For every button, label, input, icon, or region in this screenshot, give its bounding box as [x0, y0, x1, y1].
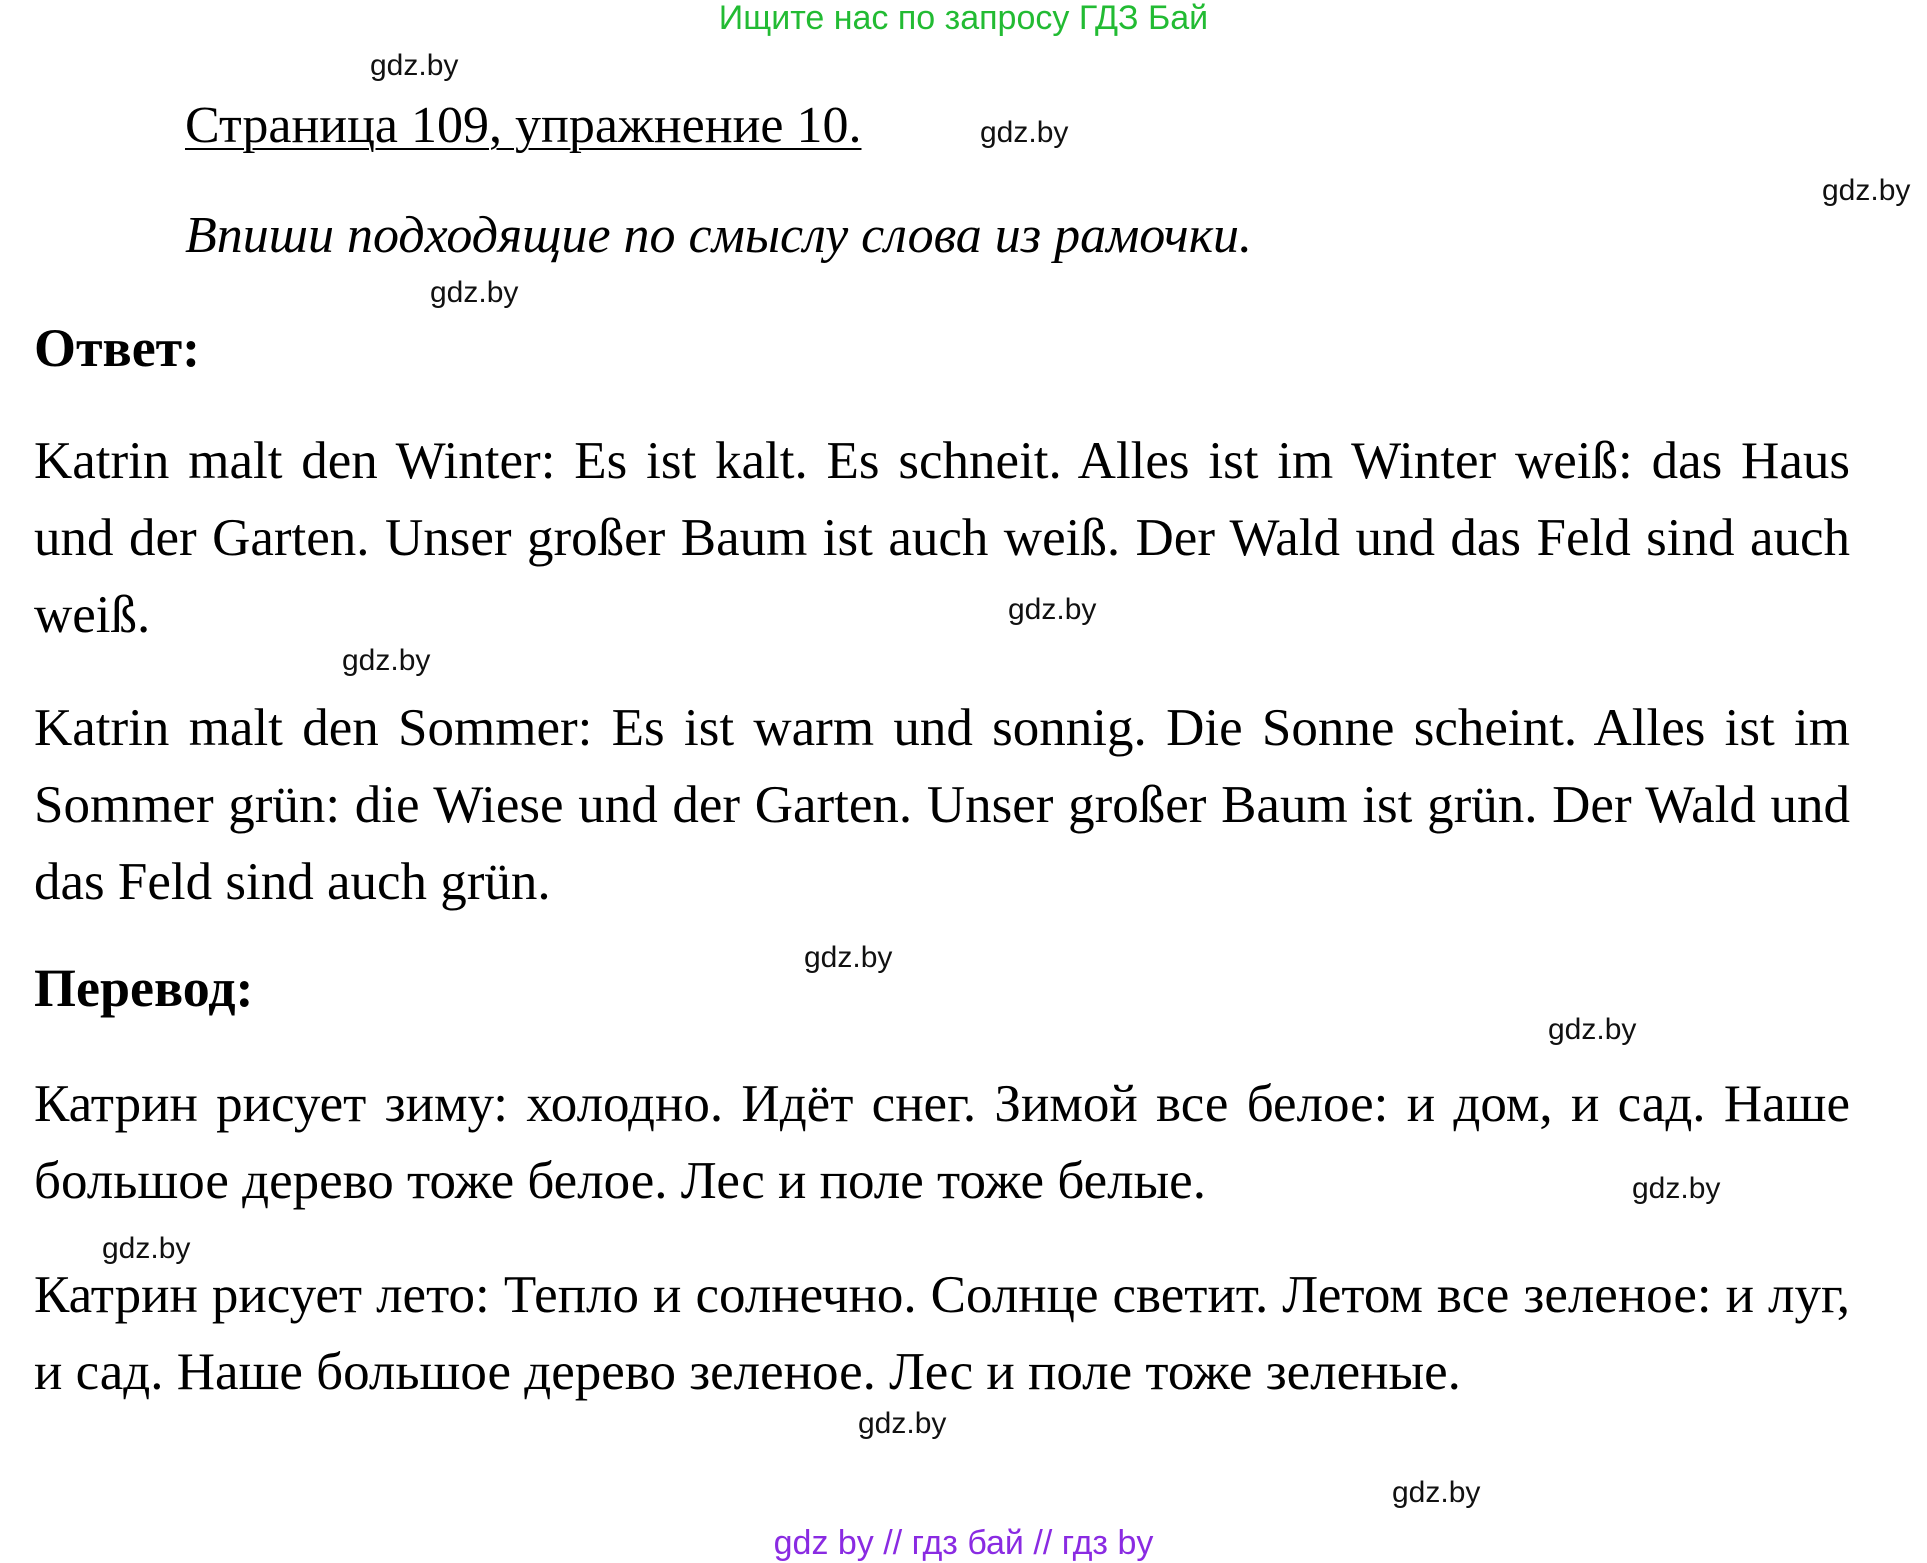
- watermark: gdz.by: [370, 49, 459, 82]
- watermark: gdz.by: [430, 276, 519, 309]
- watermark: gdz.by: [342, 644, 431, 677]
- watermark: gdz.by: [102, 1232, 191, 1265]
- answer-paragraph-winter: Katrin malt den Winter: Es ist kalt. Es schneit. Alles ist im Winter weiß: das Haus und der Garten. Unser großer Baum ist auch weiß. Der Wald und das Feld sind auch weiß.: [34, 432, 1850, 644]
- search-banner[interactable]: Ищите нас по запросу ГДЗ Бай: [718, 0, 1209, 37]
- page-title: Страница 109, упражнение 10.: [185, 97, 862, 154]
- watermark: gdz.by: [804, 941, 893, 974]
- watermark: gdz.by: [1392, 1476, 1481, 1509]
- watermark: gdz.by: [1008, 593, 1097, 626]
- answer-title: Ответ:: [34, 318, 201, 378]
- watermark: gdz.by: [1632, 1172, 1721, 1205]
- footer-links[interactable]: gdz by // гдз бай // гдз by: [773, 1524, 1154, 1562]
- watermark: gdz.by: [1822, 174, 1911, 207]
- watermark: gdz.by: [1548, 1013, 1637, 1046]
- translation-paragraph-winter: Катрин рисует зиму: холодно. Идёт снег. Зимой все белое: и дом, и сад. Наше большое дерево тоже белое. Лес и поле тоже белые.: [34, 1075, 1850, 1210]
- task-instruction: Впиши подходящие по смыслу слова из рамочки.: [185, 207, 1253, 264]
- answer-paragraph-summer: Katrin malt den Sommer: Es ist warm und sonnig. Die Sonne scheint. Alles ist im Sommer grün: die Wiese und der Garten. Unser großer Baum ist grün. Der Wald und das Feld sind auch grün.: [34, 699, 1850, 911]
- watermark: gdz.by: [980, 116, 1069, 149]
- translation-title: Перевод:: [34, 958, 254, 1018]
- watermark: gdz.by: [858, 1407, 947, 1440]
- translation-paragraph-summer: Катрин рисует лето: Тепло и солнечно. Солнце светит. Летом все зеленое: и луг, и сад. Наше большое дерево зеленое. Лес и поле тоже зеленые.: [34, 1266, 1850, 1401]
